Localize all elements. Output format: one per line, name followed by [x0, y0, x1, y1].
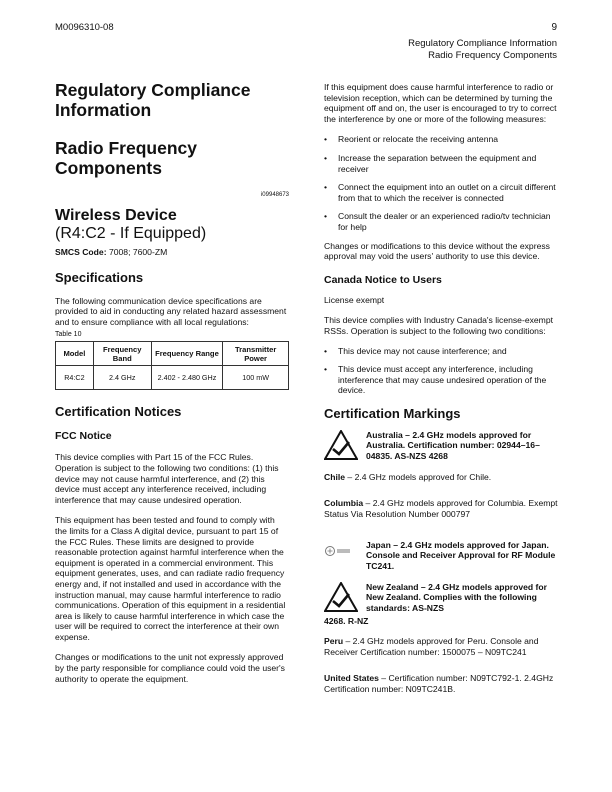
smcs-code	[55, 247, 289, 258]
spec-cell-range: 2.402 - 2.480 GHz	[151, 366, 223, 390]
fcc-notice-heading: FCC Notice	[55, 430, 112, 443]
giteki-mark-icon	[324, 544, 352, 558]
japan-marking	[324, 540, 560, 572]
smcs-label: SMCS Code:	[55, 247, 107, 257]
australia-text: Australia – 2.4 GHz models approved for Australia. Certification number: 02944–16–04835. AS-NZS 4268	[366, 429, 540, 462]
changes-notice: Changes or modifications to this device without the express approval may void the users' authority to use this device.	[324, 240, 550, 262]
spec-table	[55, 341, 289, 390]
specifications-heading: Specifications	[55, 269, 144, 285]
document-number: M0096310-08	[55, 22, 114, 33]
specifications-intro: The following communication device specifications are provided to aid in conducting any related hazard assessment and to ensure compliance with all local regulations:	[55, 295, 287, 327]
peru-text	[324, 636, 560, 657]
bullet-icon: •	[324, 364, 328, 375]
bullet-icon: •	[324, 182, 328, 193]
chile-detail: – 2.4 GHz models approved for Chile.	[345, 471, 492, 482]
measures-list	[324, 134, 560, 232]
list-item	[324, 364, 560, 396]
spec-header-band: Frequency Band	[93, 342, 151, 366]
condition-text: This device must accept any interference, including interference that may cause undesired operation of the device.	[338, 364, 547, 396]
certification-notices-heading: Certification Notices	[55, 404, 182, 420]
measure-text: Connect the equipment into an outlet on a circuit different from that to which the receiver is connected	[338, 182, 556, 203]
spec-header-range: Frequency Range	[151, 342, 223, 366]
japan-text: Japan – 2.4 GHz models approved for Japan. Console and Receiver Approval for RF Module TC241.	[366, 539, 556, 571]
chapter-title: Regulatory Compliance Information	[55, 80, 251, 120]
smcs-value: 7008; 7600-ZM	[108, 247, 168, 257]
new-zealand-marking	[324, 582, 560, 616]
measure-text: Increase the separation between the equipment and receiver	[338, 152, 537, 174]
spec-cell-model: R4:C2	[56, 366, 94, 390]
bullet-icon: •	[324, 152, 328, 163]
united-states-text	[324, 673, 560, 694]
columbia-text	[324, 498, 560, 519]
section-title-rf: Radio Frequency Components	[55, 138, 197, 178]
wireless-device-heading	[55, 207, 289, 225]
australia-marking	[324, 430, 560, 464]
list-item	[324, 153, 560, 174]
spec-table-row	[56, 366, 289, 390]
fcc-paragraph-1: This device complies with Part 15 of the FCC Rules. Operation is subject to the following two conditions: (1) this device may not cause harmful interference, and (2) this device must accept any interference received, including interference that may cause undesired operation.	[55, 452, 279, 505]
peru-label: Peru	[324, 636, 344, 647]
right-column	[324, 82, 560, 695]
running-header	[408, 22, 557, 62]
measure-text: Reorient or relocate the receiving antenna	[338, 134, 499, 145]
spec-table-header-row	[56, 342, 289, 366]
running-header-line1: Regulatory Compliance Information	[408, 38, 557, 49]
peru-detail: – 2.4 GHz models approved for Peru. Console and Receiver Certification number: 1500075 – N09TC241	[324, 636, 539, 657]
new-zealand-text-cont: 4268. R-NZ	[324, 615, 369, 626]
chile-label: Chile	[324, 471, 346, 482]
wireless-device-subtitle: (R4:C2 - If Equipped)	[55, 225, 207, 242]
page-number: 9	[551, 22, 557, 33]
spec-header-model: Model	[56, 342, 94, 366]
measure-text: Consult the dealer or an experienced radio/tv technician for help	[338, 211, 551, 232]
spec-cell-band: 2.4 GHz	[93, 366, 151, 390]
new-zealand-text: New Zealand – 2.4 GHz models approved for New Zealand. Complies with the following standards: AS-NZS	[366, 581, 547, 613]
interference-intro: If this equipment does cause harmful interference to radio or television reception, which can be determined by turning the equipment off and on, the user is encouraged to try to correct the interference by one or more of the following measures:	[324, 82, 557, 124]
rcm-mark-icon	[324, 430, 358, 460]
figure-id: i09948673	[260, 192, 289, 198]
left-column	[55, 80, 289, 684]
chile-text	[324, 472, 560, 483]
list-item	[324, 182, 560, 203]
certification-markings-heading: Certification Markings	[324, 405, 461, 421]
columbia-detail: – 2.4 GHz models approved for Columbia. Exempt Status Via Resolution Number 000797	[324, 498, 558, 520]
license-exempt: License exempt	[324, 294, 385, 305]
wireless-device-title: Wireless Device	[55, 207, 177, 224]
table-caption: Table 10	[55, 331, 82, 339]
bullet-icon: •	[324, 345, 328, 356]
list-item	[324, 211, 560, 232]
running-header-line2: Radio Frequency Components	[428, 50, 557, 61]
spec-cell-power: 100 mW	[223, 366, 289, 390]
industry-canada-text: This device complies with Industry Canada's license-exempt RSSs. Operation is subject to the following two conditions:	[324, 315, 553, 336]
rcm-mark-icon	[324, 582, 358, 612]
fcc-paragraph-2: This equipment has been tested and found to comply with the limits for a Class A digital device, pursuant to part 15 of the FCC Rules. These limits are designed to provide reasonable protection against harmful interference when the equipment is operated in a commercial environment. This equipment generates, uses, and can radiate radio frequency energy and, if not installed and used in accordance with the instruction manual, may cause harmful interference to radio communications. Operation of this equipment in a residential area is likely to cause harmful interference in which case the user will be required to correct the interference at their own expense.	[55, 515, 286, 642]
united-states-detail: – Certification number: N09TC792-1. 2.4GHz Certification number: N09TC241B.	[324, 673, 554, 695]
bullet-icon: •	[324, 134, 328, 145]
condition-text: This device may not cause interference; and	[338, 345, 507, 356]
list-item	[324, 134, 560, 145]
list-item	[324, 346, 560, 357]
canada-notice-heading: Canada Notice to Users	[324, 273, 442, 286]
spec-header-power: Transmitter Power	[223, 342, 289, 366]
conditions-list	[324, 346, 560, 396]
bullet-icon: •	[324, 211, 328, 222]
fcc-paragraph-3: Changes or modifications to the unit not expressly approved by the party responsible for compliance could void the user's authority to operate the equipment.	[55, 652, 285, 684]
united-states-label: United States	[324, 673, 379, 684]
columbia-label: Columbia	[324, 498, 364, 509]
